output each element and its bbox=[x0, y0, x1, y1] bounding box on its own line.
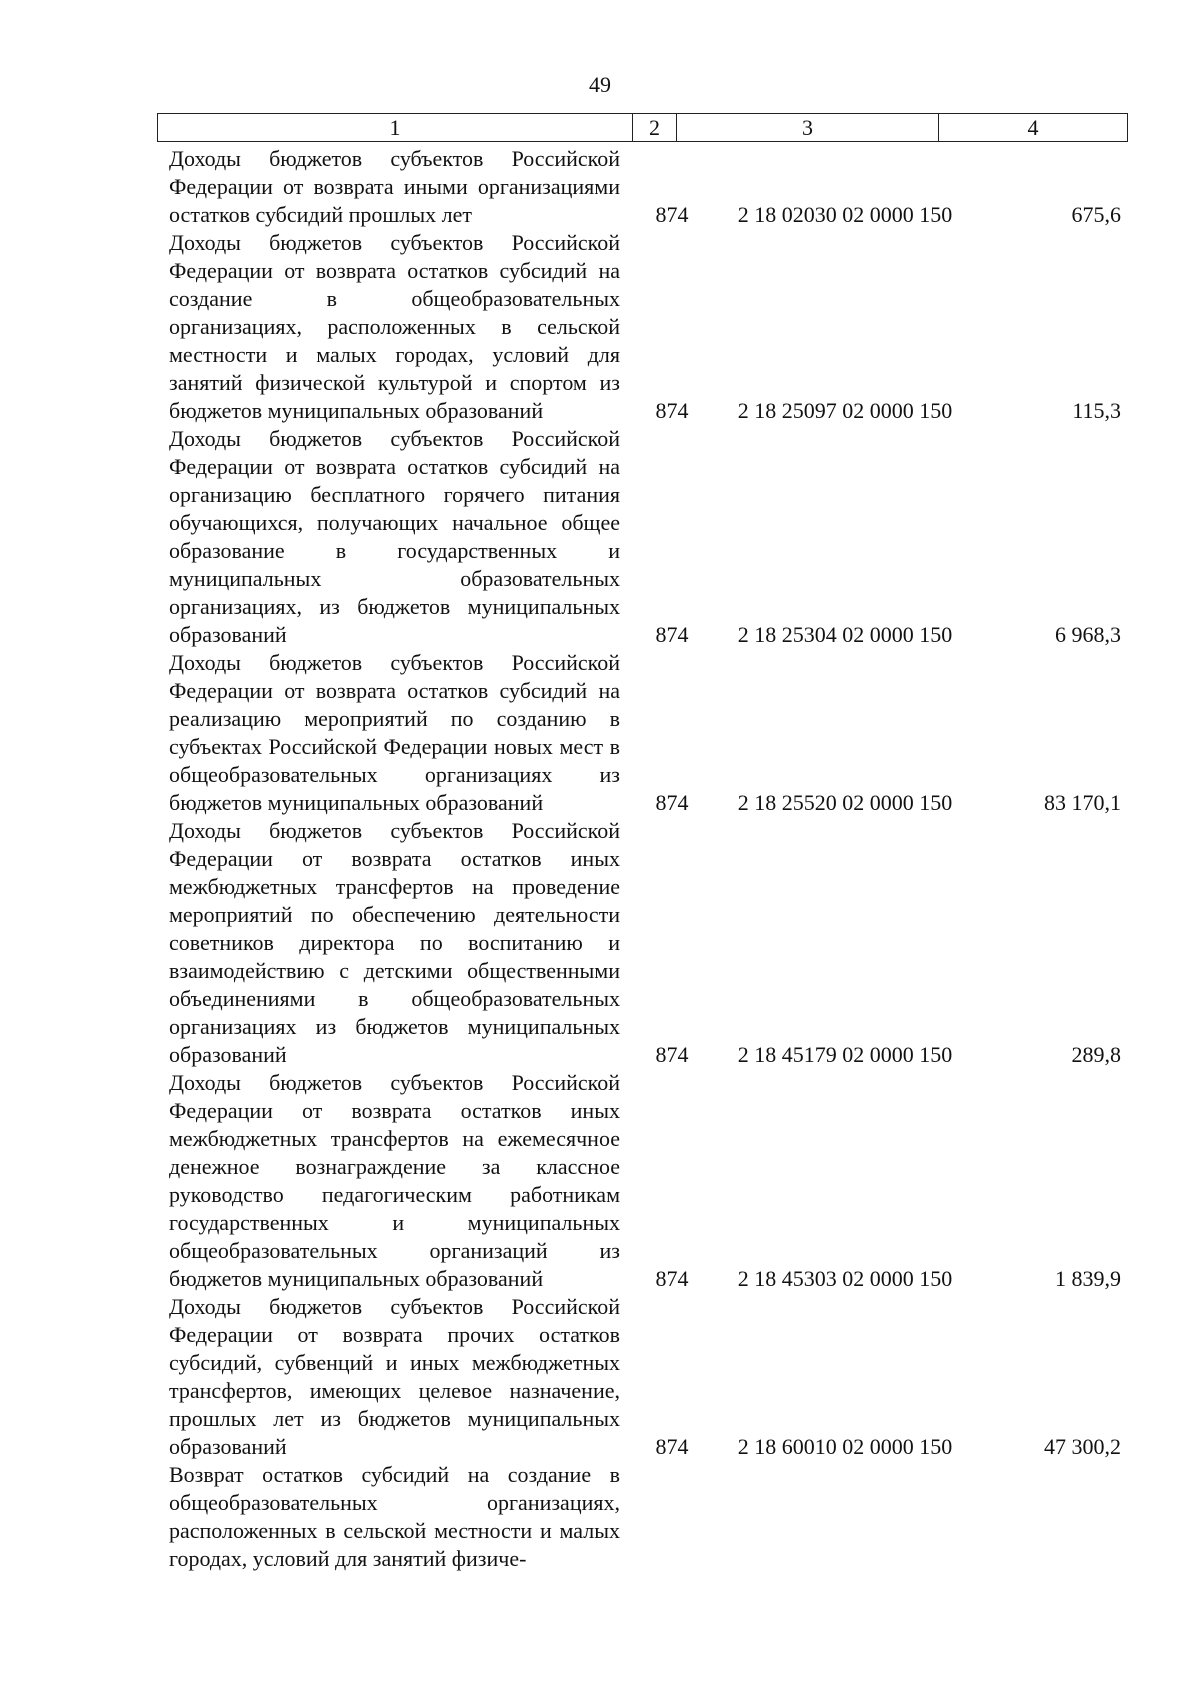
row-admin-code: 874 bbox=[655, 1042, 689, 1067]
row-amount: 115,3 bbox=[1072, 398, 1121, 423]
header-col-4: 4 bbox=[938, 114, 1127, 141]
row-admin-code: 874 bbox=[655, 1266, 689, 1291]
row-budget-code: 2 18 02030 02 0000 150 bbox=[737, 202, 953, 227]
table-row bbox=[169, 649, 1121, 817]
row-admin-code: 874 bbox=[655, 1434, 689, 1459]
table-row bbox=[169, 145, 1121, 229]
row-amount: 47 300,2 bbox=[1044, 1434, 1121, 1459]
row-budget-code: 2 18 25097 02 0000 150 bbox=[737, 398, 953, 423]
table-row bbox=[169, 425, 1121, 649]
row-amount: 289,8 bbox=[1071, 1042, 1121, 1067]
table-row bbox=[169, 1069, 1121, 1293]
row-name: Доходы бюджетов субъектов Российской Федерации от возврата остатков иных межбюджетных трансфертов на проведение мероприятий по обеспечению деятельности советников директора по воспитанию и взаимодействию с детскими общественными объединениями в общеобразовательных организациях из бюджетов муниципальных образований bbox=[169, 818, 620, 1067]
header-col-2: 2 bbox=[632, 114, 676, 141]
row-amount: 83 170,1 bbox=[1044, 790, 1121, 815]
row-name: Доходы бюджетов субъектов Российской Федерации от возврата иными организациями остатков субсидий прошлых лет bbox=[169, 146, 620, 227]
row-name: Доходы бюджетов субъектов Российской Федерации от возврата прочих остатков субсидий, субвенций и иных межбюджетных трансфертов, имеющих целевое назначение, прошлых лет из бюджетов муниципальных образований bbox=[169, 1294, 620, 1459]
table-header bbox=[157, 113, 1128, 142]
row-name: Возврат остатков субсидий на создание в общеобразовательных организациях, расположенных в сельской местности и малых городах, условий для занятий физиче- bbox=[169, 1462, 620, 1571]
row-admin-code: 874 bbox=[655, 398, 689, 423]
table-row bbox=[169, 817, 1121, 1069]
row-name: Доходы бюджетов субъектов Российской Федерации от возврата остатков субсидий на реализацию мероприятий по созданию в субъектах Российской Федерации новых мест в общеобразовательных организациях из бюджетов муниципальных образований bbox=[169, 650, 620, 815]
row-budget-code: 2 18 45179 02 0000 150 bbox=[737, 1042, 953, 1067]
row-budget-code: 2 18 45303 02 0000 150 bbox=[737, 1266, 953, 1291]
row-budget-code: 2 18 25304 02 0000 150 bbox=[737, 622, 953, 647]
row-amount: 6 968,3 bbox=[1055, 622, 1121, 647]
table-row bbox=[169, 1293, 1121, 1461]
row-name: Доходы бюджетов субъектов Российской Федерации от возврата остатков субсидий на организацию бесплатного горячего питания обучающихся, получающих начальное общее образование в государственных и муниципальных образовательных организациях, из бюджетов муниципальных образований bbox=[169, 426, 620, 647]
table-row bbox=[169, 1461, 1121, 1573]
row-budget-code: 2 18 25520 02 0000 150 bbox=[737, 790, 953, 815]
row-admin-code: 874 bbox=[655, 202, 689, 227]
row-amount: 1 839,9 bbox=[1055, 1266, 1121, 1291]
row-admin-code: 874 bbox=[655, 622, 689, 647]
table-row bbox=[169, 229, 1121, 425]
row-admin-code: 874 bbox=[655, 790, 689, 815]
header-col-1: 1 bbox=[389, 115, 401, 140]
row-budget-code: 2 18 60010 02 0000 150 bbox=[737, 1434, 953, 1459]
row-name: Доходы бюджетов субъектов Российской Федерации от возврата остатков иных межбюджетных трансфертов на ежемесячное денежное вознаграждение за классное руководство педагогическим работникам государственных и муниципальных общеобразовательных организаций из бюджетов муниципальных образований bbox=[169, 1070, 620, 1291]
table-body bbox=[169, 145, 1121, 1573]
page-number: 49 bbox=[589, 72, 611, 97]
row-amount: 675,6 bbox=[1071, 202, 1121, 227]
header-col-3: 3 bbox=[676, 114, 938, 141]
row-name: Доходы бюджетов субъектов Российской Федерации от возврата остатков субсидий на создание в общеобразовательных организациях, расположенных в сельской местности и малых городах, условий для занятий физической культурой и спортом из бюджетов муниципальных образований bbox=[169, 230, 620, 423]
